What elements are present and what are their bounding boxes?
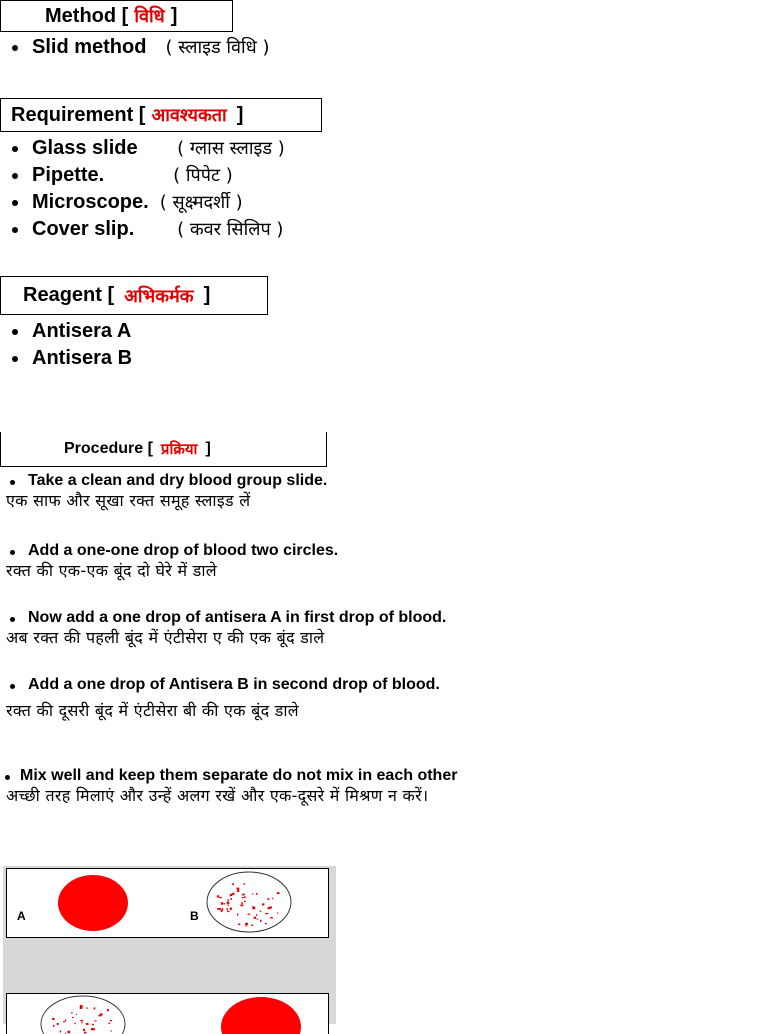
agglutination-dot — [57, 1023, 59, 1025]
agglutination-dot — [244, 901, 246, 903]
agglutination-dot — [232, 883, 234, 885]
agglutination-dot — [238, 924, 240, 926]
agglutination-dot — [237, 888, 240, 890]
blood-drop-b-agglutinated — [207, 872, 291, 932]
agglutination-dot — [72, 1017, 74, 1018]
bullet-icon — [12, 200, 18, 206]
agglutination-dot — [248, 914, 251, 915]
agglutination-dot — [268, 907, 270, 910]
agglutination-dot — [231, 898, 232, 900]
agglutination-dot — [265, 923, 267, 924]
agglutination-dot — [80, 1020, 83, 1022]
blood-slide-top — [6, 868, 329, 938]
agglutination-dot — [232, 893, 235, 895]
procedure-heading-close: ] — [205, 440, 211, 457]
agglutination-dot — [221, 902, 224, 904]
requirement-item-hi: ( कवर सिलिप ) — [177, 219, 284, 240]
requirement-heading-close: ] — [236, 103, 244, 126]
agglutination-dot — [259, 911, 261, 912]
requirement-item-en: Microscope. — [32, 191, 149, 213]
requirement-item-en: Glass slide — [32, 137, 138, 159]
agglutination-dot — [224, 903, 225, 904]
step-text-en: Take a clean and dry blood group slide. — [28, 472, 328, 489]
step-text-hi: अच्छी तरह मिलाएं और उन्हें अलग रखें और एक-दूसरे में मिश्रण न करें। — [6, 786, 429, 805]
slide-label-a: A — [17, 909, 26, 923]
agglutination-dot — [242, 897, 244, 898]
reagent-heading-label: Reagent [ — [23, 284, 115, 306]
method-list — [0, 34, 270, 61]
bullet-icon — [12, 329, 18, 335]
agglutination-dot — [91, 1028, 94, 1030]
agglutination-dot — [222, 908, 224, 910]
bullet-icon — [10, 550, 15, 555]
procedure-heading-hindi: प्रक्रिया — [160, 440, 198, 458]
requirement-item-hi: ( ग्लास स्लाइड ) — [177, 138, 285, 159]
agglutination-dot — [52, 1018, 54, 1020]
bullet-icon — [10, 480, 15, 485]
agglutination-dot — [219, 897, 222, 898]
requirement-heading-hindi: आवश्यकता — [151, 105, 227, 126]
agglutination-dot — [94, 1029, 95, 1031]
agglutination-dot — [262, 903, 264, 905]
procedure-heading-label: Procedure [ — [64, 440, 153, 457]
agglutination-dot — [53, 1025, 54, 1027]
method-heading-hindi: विधि — [134, 6, 165, 27]
agglutination-dot — [69, 1031, 70, 1033]
list-item — [0, 135, 285, 162]
bullet-icon — [12, 356, 18, 362]
bullet-icon — [12, 173, 18, 179]
agglutination-dot — [246, 925, 247, 927]
blood-drop-b — [221, 997, 301, 1034]
requirement-item-en: Cover slip. — [32, 218, 135, 240]
agglutination-dot — [252, 893, 253, 894]
reagent-list — [0, 318, 132, 372]
agglutination-dot — [241, 902, 243, 904]
agglutination-dot — [267, 898, 269, 900]
requirement-heading — [0, 98, 322, 132]
procedure-step — [6, 676, 566, 720]
agglutination-dot — [228, 899, 229, 901]
reagent-heading-hindi: अभिकर्मक — [124, 285, 194, 307]
reagent-item-en: Antisera A — [32, 320, 132, 342]
reagent-heading-close: ] — [203, 284, 211, 306]
step-text-hi: रक्त की एक-एक बूंद दो घेरे में डाले — [6, 561, 217, 580]
agglutination-dot — [237, 913, 238, 915]
step-text-en: Mix well and keep them separate do not mix in each other — [20, 767, 458, 784]
agglutination-dot — [277, 913, 278, 914]
agglutination-dot — [256, 893, 258, 895]
agglutination-dot — [83, 1029, 85, 1031]
agglutination-dot — [245, 923, 248, 926]
requirement-item-hi: ( सूक्ष्मदर्शी ) — [159, 192, 243, 213]
agglutination-dot — [227, 908, 228, 910]
agglutination-dot — [110, 1020, 112, 1021]
list-item — [0, 345, 132, 372]
agglutination-dot — [230, 908, 232, 910]
reagent-item-en: Antisera B — [32, 347, 133, 369]
agglutination-dot — [65, 1020, 66, 1022]
bullet-icon — [5, 775, 10, 780]
method-item-hi: ( स्लाइड विधि ) — [165, 37, 270, 58]
step-text-en: Add a one drop of Antisera B in second drop of blood. — [28, 676, 440, 693]
step-text-hi: रक्त की दूसरी बूंद में एंटीसेरा बी की एक बूंद डाले — [6, 701, 299, 720]
agglutination-dot — [81, 1022, 83, 1023]
agglutination-dot — [237, 890, 240, 892]
slide-drawing — [7, 869, 328, 937]
agglutination-dot — [228, 904, 229, 906]
step-text-en: Now add a one drop of antisera A in first drop of blood. — [28, 609, 447, 626]
agglutination-dot — [277, 892, 280, 894]
requirement-heading-label: Requirement [ — [11, 103, 146, 126]
method-heading — [0, 0, 233, 32]
procedure-step — [2, 767, 550, 805]
agglutination-dot — [217, 895, 219, 897]
procedure-heading — [0, 432, 327, 467]
agglutination-dot — [251, 925, 253, 926]
agglutination-dot — [217, 908, 220, 910]
method-heading-label: Method [ — [45, 4, 129, 27]
agglutination-dot — [260, 920, 262, 922]
procedure-step — [6, 609, 566, 647]
blood-slide-bottom — [6, 993, 329, 1034]
agglutination-dot — [265, 913, 268, 914]
method-item-en: Slid method — [32, 36, 147, 58]
procedure-step — [6, 472, 566, 510]
blood-drop-a — [58, 875, 128, 931]
list-item — [0, 162, 285, 189]
agglutination-dot — [227, 902, 230, 904]
agglutination-dot — [240, 904, 243, 906]
bullet-icon — [12, 227, 18, 233]
list-item — [0, 216, 285, 243]
agglutination-dot — [252, 907, 255, 910]
step-text-en: Add a one-one drop of blood two circles. — [28, 542, 339, 559]
agglutination-dot — [71, 1012, 72, 1014]
list-item — [0, 318, 132, 345]
reagent-heading — [0, 276, 268, 315]
requirement-list — [0, 135, 285, 243]
agglutination-dot — [76, 1014, 77, 1015]
agglutination-dot — [272, 898, 273, 900]
agglutination-dot — [84, 1032, 87, 1034]
list-item — [0, 189, 285, 216]
agglutination-dot — [242, 894, 244, 895]
agglutination-dot — [94, 1020, 96, 1021]
agglutination-dot — [230, 894, 231, 897]
blood-drop-a-agglutinated — [41, 996, 125, 1034]
agglutination-dot — [60, 1031, 61, 1033]
agglutination-dot — [86, 1008, 88, 1009]
agglutination-dot — [244, 883, 246, 885]
agglutination-dot — [256, 914, 257, 916]
agglutination-dot — [257, 919, 259, 920]
agglutination-dot — [107, 1009, 109, 1011]
requirement-item-hi: ( पिपेट ) — [173, 165, 233, 186]
requirement-item-en: Pipette. — [32, 164, 105, 186]
agglutination-dot — [227, 911, 229, 912]
bullet-icon — [10, 617, 15, 622]
agglutination-dot — [254, 917, 256, 919]
agglutination-dot — [111, 1030, 112, 1031]
agglutination-dot — [99, 1015, 102, 1017]
agglutination-dot — [94, 1007, 96, 1009]
agglutination-dot — [80, 1005, 83, 1007]
agglutination-dot — [63, 1021, 65, 1022]
bullet-icon — [12, 45, 18, 51]
slide-label-b: B — [190, 909, 199, 923]
method-heading-close: ] — [170, 4, 178, 27]
procedure-step — [6, 542, 566, 580]
step-text-hi: एक साफ और सूखा रक्त समूह स्लाइड लें — [6, 491, 251, 510]
agglutination-dot — [244, 897, 246, 898]
agglutination-dot — [270, 917, 273, 918]
agglutination-dot — [252, 906, 253, 907]
step-text-hi: अब रक्त की पहली बूंद में एंटीसेरा ए की एक बूंद डाले — [6, 628, 325, 647]
bullet-icon — [12, 146, 18, 152]
bullet-icon — [10, 684, 15, 689]
list-item — [0, 34, 270, 61]
slide-drawing — [7, 994, 328, 1034]
